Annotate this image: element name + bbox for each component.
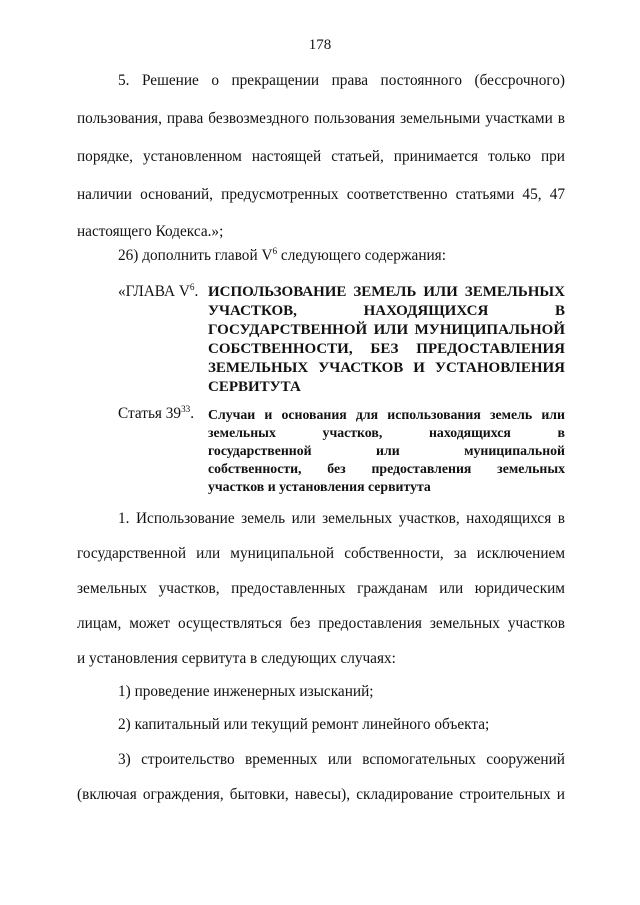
article-title-line-5: участков и установления сервитута (208, 479, 431, 494)
chapter-title-line-3: ГОСУДАРСТВЕННОЙ ИЛИ МУНИЦИПАЛЬНОЙ (208, 322, 565, 338)
list-item: 1) проведение инженерных изысканий; (118, 683, 374, 700)
para1-line-3: земельных участков, предоставленных гражданам или юридическим (77, 580, 565, 597)
item3-line-2: (включая ограждения, бытовки, навесы), складирование строительных и (77, 786, 565, 803)
article-title-line-1: Случаи и основания для использования земель или (208, 407, 565, 422)
para5-line-3: порядке, установленном настоящей статьей, принимается только при (77, 148, 565, 165)
article-label-sup: 33 (181, 403, 191, 414)
article-label-text: Статья 39 (118, 405, 182, 422)
list-item: 2) капитальный или текущий ремонт линейного объекта; (118, 716, 490, 733)
article-title-line-4: собственности, без предоставления земельных (208, 461, 565, 476)
article-title-line-2: земельных участков, находящихся в (208, 425, 565, 440)
para5-line-1: 5. Решение о прекращении права постоянного (бессрочного) (118, 72, 565, 89)
item-26-text-after: следующего содержания: (277, 247, 446, 264)
chapter-title-line-1: ИСПОЛЬЗОВАНИЕ ЗЕМЕЛЬ ИЛИ ЗЕМЕЛЬНЫХ (208, 284, 565, 300)
chapter-title-line-6: СЕРВИТУТА (208, 379, 301, 395)
item-26-text-before: 26) дополнить главой V (118, 247, 273, 264)
article-label-dot: . (190, 405, 195, 422)
item-26-sup: 6 (272, 245, 278, 256)
para5-line-2: пользования, права безвозмездного пользования земельными участками в (77, 110, 565, 127)
chapter-title-line-4: СОБСТВЕННОСТИ, БЕЗ ПРЕДОСТАВЛЕНИЯ (208, 341, 565, 357)
chapter-label-text: «ГЛАВА V (118, 283, 190, 300)
chapter-title-line-5: ЗЕМЕЛЬНЫХ УЧАСТКОВ И УСТАНОВЛЕНИЯ (208, 360, 565, 376)
item3-line-1: 3) строительство временных или вспомогательных сооружений (118, 751, 565, 768)
para1-line-2: государственной или муниципальной собственности, за исключением (77, 545, 565, 562)
article-title-line-3: государственной или муниципальной (208, 443, 565, 458)
article-label (118, 405, 194, 423)
chapter-label-dot: . (194, 283, 199, 300)
chapter-title-line-2: УЧАСТКОВ, НАХОДЯЩИХСЯ В (208, 303, 565, 319)
page-number: 178 (308, 37, 332, 53)
chapter-label (118, 283, 198, 301)
para1-line-1: 1. Использование земель или земельных участков, находящихся в (118, 510, 565, 527)
para5-line-4: наличии оснований, предусмотренных соответственно статьями 45, 47 (77, 186, 565, 203)
para1-line-4: лицам, может осуществляться без предоставления земельных участков (77, 615, 565, 632)
para1-line-5: и установления сервитута в следующих случаях: (77, 650, 396, 667)
chapter-label-sup: 6 (189, 281, 195, 292)
item-26 (118, 247, 565, 265)
para5-line-5: настоящего Кодекса.»; (77, 223, 224, 240)
